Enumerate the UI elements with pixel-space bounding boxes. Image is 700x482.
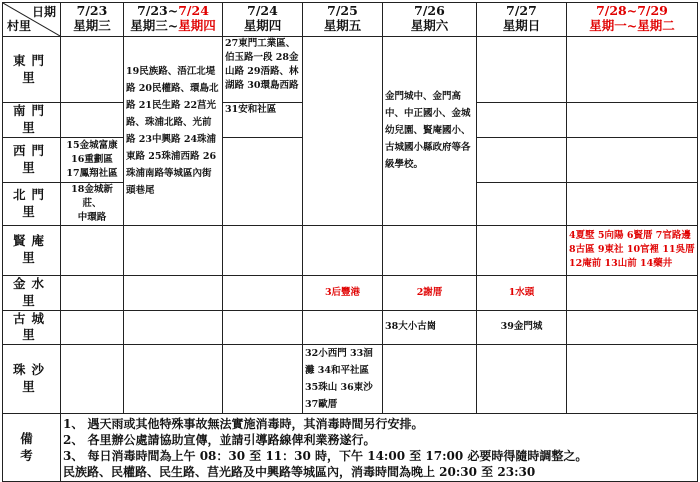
empty-cell: [567, 182, 698, 225]
empty-cell: [61, 310, 124, 345]
date-label: 7/27: [506, 3, 537, 19]
date-label: 7/24: [247, 3, 278, 19]
weekday-end: 星期四: [178, 17, 216, 33]
row-notes: [3, 414, 698, 482]
note-line-3: 3、 每日消毒時間為上午 08：30 至 11：30 時，下午 14:00 至 17:00 必要時得隨時調整之。: [63, 448, 588, 463]
empty-cell: [567, 275, 698, 310]
row-dongmen: [3, 37, 698, 103]
cell-dongmen-industrial: 27東門工業區、伯玉路一段 28金山路 29浯路、林湖路 30環島西路: [223, 37, 303, 103]
village-nanmen: 南門里: [3, 103, 61, 138]
empty-cell: [303, 225, 383, 275]
weekday-label: 星期六: [410, 17, 449, 33]
empty-cell: [61, 275, 124, 310]
village-gucheng: 古城里: [3, 310, 61, 345]
cell-shuitou: 1水頭: [477, 275, 567, 310]
empty-cell: [383, 345, 477, 414]
empty-cell: [124, 310, 223, 345]
date-end: 7/24: [178, 3, 209, 19]
weekday-label: 星期一~星期二: [589, 17, 675, 33]
cell-zhusha-list: 32小西門 33洄灘 34和平社區 35珠山 36東沙 37歐厝: [303, 345, 383, 414]
empty-cell: [477, 225, 567, 275]
date-label: 7/23: [76, 3, 108, 19]
disinfection-schedule-table: [2, 2, 698, 482]
empty-cell: [61, 103, 124, 138]
village-beimen: 北門里: [3, 182, 61, 225]
empty-cell: [383, 225, 477, 275]
village-dongmen: 東門里: [3, 37, 61, 103]
note-line-4: 民族路、民權路、民生路、莒光路及中興路等城區內，消毒時間為晚上 20:30 至 23:30: [63, 464, 536, 479]
empty-cell: [477, 37, 567, 103]
date-col-3: [223, 3, 303, 37]
empty-cell: [567, 103, 698, 138]
weekday-label: 星期日: [502, 17, 541, 33]
date-col-5: [383, 3, 477, 37]
date-col-2: [124, 3, 223, 37]
item-jincheng-fukang: 15金城富康: [66, 139, 118, 151]
empty-cell: [223, 345, 303, 414]
empty-cell: [567, 37, 698, 103]
empty-cell: [124, 225, 223, 275]
weekday-label: [126, 18, 220, 35]
date-col-6: [477, 3, 567, 37]
notes-content: [61, 414, 698, 482]
empty-cell: [61, 37, 124, 103]
cell-ximen-list: [61, 137, 124, 182]
cell-beimen-list: [61, 182, 124, 225]
empty-cell: [477, 103, 567, 138]
cell-gugang: 38大小古崗: [383, 310, 477, 345]
cell-schools: 金門城中、金門高中、中正國小、金城幼兒園、賢庵國小、古城國小縣政府等各級學校。: [383, 37, 477, 226]
date-label: 7/28~7/29: [596, 3, 668, 19]
empty-cell: [223, 225, 303, 275]
item-xinzhuang: 18金城新莊、: [71, 183, 113, 209]
notes-label: 備 考: [3, 414, 61, 482]
item-zhonghuan: 中環路: [77, 211, 107, 223]
village-zhusha: 珠沙里: [3, 345, 61, 414]
date-label: 7/26: [414, 3, 445, 19]
empty-cell: [477, 182, 567, 225]
weekday-label: 星期四: [243, 17, 282, 33]
village-xianan: 賢庵里: [3, 225, 61, 275]
empty-cell: [477, 345, 567, 414]
item-redevelopment: 16重劃區: [71, 153, 113, 165]
row-jinshui: [3, 275, 698, 310]
weekday-start: 星期三~: [130, 17, 179, 33]
date-label: 7/25: [327, 3, 358, 19]
cell-xianan-list: 4夏墅 5向陽 6賢厝 7官路邊 8古區 9東社 10官裡 11吳厝 12庵前 13山前 14藥井: [567, 225, 698, 275]
date-label: [126, 4, 220, 18]
date-col-7: [567, 3, 698, 37]
empty-cell: [303, 37, 383, 226]
empty-cell: [567, 137, 698, 182]
date-start: 7/23~: [137, 3, 179, 19]
corner-village-label: 村里: [7, 18, 32, 33]
cell-xiecuo: 2謝厝: [383, 275, 477, 310]
empty-cell: [124, 275, 223, 310]
note-line-2: 2、 各里辦公處請協助宣傳，並請引導路線俾利業務遂行。: [63, 432, 376, 447]
weekday-label: 星期五: [323, 17, 362, 33]
cell-anhe: 31安和社區: [223, 103, 303, 138]
note-line-1: 1、 遇天雨或其他特殊事故無法實施消毒時，其消毒時間另行安排。: [63, 416, 424, 431]
row-gucheng: [3, 310, 698, 345]
item-fengxiang: 17鳳翔社區: [66, 167, 118, 179]
header-row: [3, 3, 698, 37]
date-col-4: [303, 3, 383, 37]
date-col-1: [61, 3, 124, 37]
row-xianan: [3, 225, 698, 275]
empty-cell: [223, 310, 303, 345]
corner-header: [3, 3, 61, 37]
empty-cell: [567, 310, 698, 345]
village-ximen: 西門里: [3, 137, 61, 182]
cell-jinmencheng: 39金門城: [477, 310, 567, 345]
empty-cell: [303, 310, 383, 345]
empty-cell: [477, 137, 567, 182]
empty-cell: [567, 345, 698, 414]
empty-cell: [61, 225, 124, 275]
cell-houfenggang: 3后豐港: [303, 275, 383, 310]
empty-cell: [223, 275, 303, 310]
village-jinshui: 金水里: [3, 275, 61, 310]
empty-cell: [61, 345, 124, 414]
empty-cell: [223, 137, 303, 225]
corner-date-label: 日期: [31, 5, 56, 19]
row-zhusha: [3, 345, 698, 414]
cell-city-streets: 19民族路、浯江北堤路 20民權路、環島北路 21民生路 22莒光路、珠浦北路、光前路 23中興路 24珠浦東路 25珠浦西路 26珠浦南路等城區內街頭巷尾: [124, 37, 223, 226]
empty-cell: [124, 345, 223, 414]
weekday-label: 星期三: [73, 17, 111, 33]
